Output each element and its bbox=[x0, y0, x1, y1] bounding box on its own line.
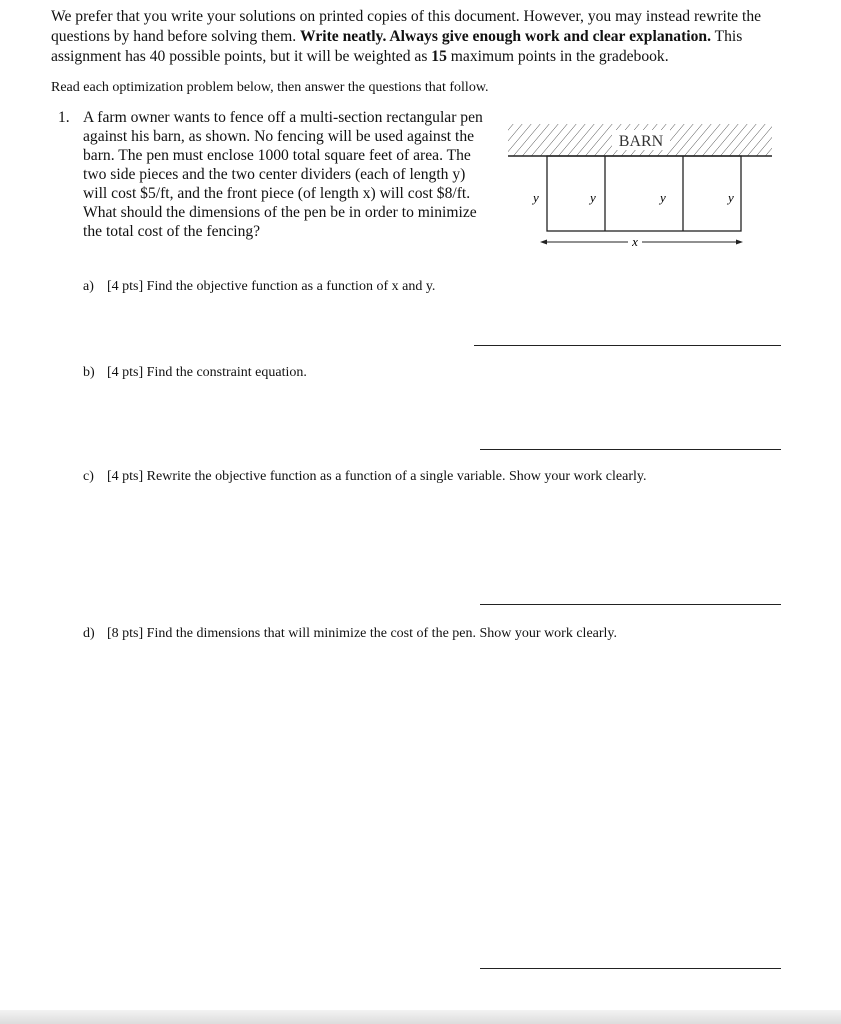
x-label-front: x bbox=[632, 234, 638, 249]
x-arrowhead-right bbox=[736, 240, 743, 245]
question-d-text: [8 pts] Find the dimensions that will minimize the cost of the pen. Show your work clearly. bbox=[107, 626, 618, 641]
question-b-text: [4 pts] Find the constraint equation. bbox=[107, 365, 307, 380]
problem-statement: A farm owner wants to fence off a multi-section rectangular pen against his barn, as shown. No fencing will be used against the barn. The pen must enclose 1000 total square feet of area. The two side pieces and the two center dividers (each of length y) will cost $5/ft, and the front piece (of length x) will cost $8/ft. What should the dimensions of the pen be in order to minimize the total cost of the fencing? bbox=[83, 109, 483, 240]
question-c bbox=[83, 468, 647, 486]
y-label-right-side: y bbox=[728, 190, 734, 205]
instructions-bold-text: Write neatly. Always give enough work and clear explanation. bbox=[300, 28, 711, 45]
page-bottom-edge bbox=[0, 1010, 841, 1024]
y-label-divider-1: y bbox=[590, 190, 596, 205]
question-b bbox=[83, 364, 307, 382]
answer-line-a[interactable] bbox=[474, 345, 781, 346]
answer-line-c[interactable] bbox=[480, 604, 781, 605]
question-a-letter: a) bbox=[83, 279, 94, 294]
answer-line-d[interactable] bbox=[480, 968, 781, 969]
question-a-text: [4 pts] Find the objective function as a function of x and y. bbox=[107, 279, 436, 294]
barn-pen-diagram bbox=[500, 118, 780, 258]
y-label-divider-2: y bbox=[660, 190, 666, 205]
read-instructions: Read each optimization problem below, then answer the questions that follow. bbox=[51, 80, 489, 95]
instructions-paragraph bbox=[51, 7, 791, 67]
pen-outline bbox=[547, 156, 741, 231]
question-a bbox=[83, 278, 435, 296]
instructions-text-2: This assignment has 40 possible points, but it will be weighted as bbox=[51, 28, 743, 65]
question-b-letter: b) bbox=[83, 365, 95, 380]
question-d bbox=[83, 625, 617, 643]
question-c-letter: c) bbox=[83, 469, 94, 484]
instructions-text: We prefer that you write your solutions on printed copies of this document. However, you may instead rewrite the questions by hand before solving them. bbox=[51, 8, 762, 45]
instructions-text-3: maximum points in the gradebook. bbox=[446, 48, 669, 65]
problem-number: 1. bbox=[58, 109, 70, 126]
answer-line-b[interactable] bbox=[480, 449, 781, 450]
x-arrowhead-left bbox=[540, 240, 547, 245]
weighted-points: 15 bbox=[431, 48, 447, 65]
y-label-left-side: y bbox=[533, 190, 539, 205]
barn-label: BARN bbox=[618, 133, 664, 150]
question-c-text: [4 pts] Rewrite the objective function as a function of a single variable. Show your work clearly. bbox=[107, 469, 647, 484]
question-d-letter: d) bbox=[83, 626, 95, 641]
